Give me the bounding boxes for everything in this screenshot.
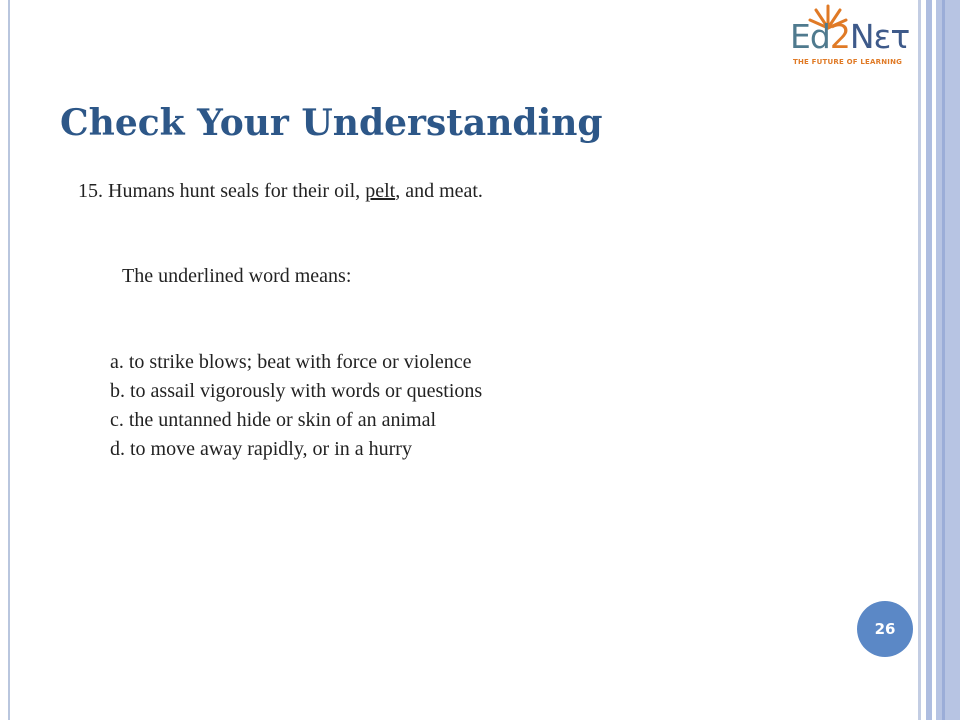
question-text [78, 180, 483, 203]
option-d: d. to move away rapidly, or in a hurry [110, 438, 412, 460]
question-after: , and meat. [395, 180, 483, 202]
underlined-word: pelt [365, 180, 396, 202]
option-c: c. the untanned hide or skin of an animal [110, 409, 437, 431]
question-before: 15. Humans hunt seals for their oil, [78, 180, 366, 202]
page-number-badge [857, 601, 913, 657]
stripe [936, 0, 960, 720]
logo-two: 2 [829, 17, 850, 56]
left-border-rule [8, 0, 10, 720]
option-b: b. to assail vigorously with words or questions [110, 380, 483, 402]
page-number: 26 [874, 620, 896, 638]
logo-ed: Ed [790, 17, 830, 56]
slide-title: Check Your Understanding [60, 102, 603, 144]
right-decorative-stripes [918, 0, 960, 720]
logo-net: Nετ [849, 17, 910, 56]
logo-tagline: THE FUTURE OF LEARNING [793, 58, 903, 66]
answer-options [110, 348, 482, 464]
logo-wordmark [790, 17, 918, 56]
stripe [942, 0, 945, 720]
stripe [926, 0, 932, 720]
option-a: a. to strike blows; beat with force or violence [110, 351, 472, 373]
question-prompt: The underlined word means: [122, 265, 352, 287]
ed2net-logo [790, 2, 918, 72]
stripe [918, 0, 921, 720]
